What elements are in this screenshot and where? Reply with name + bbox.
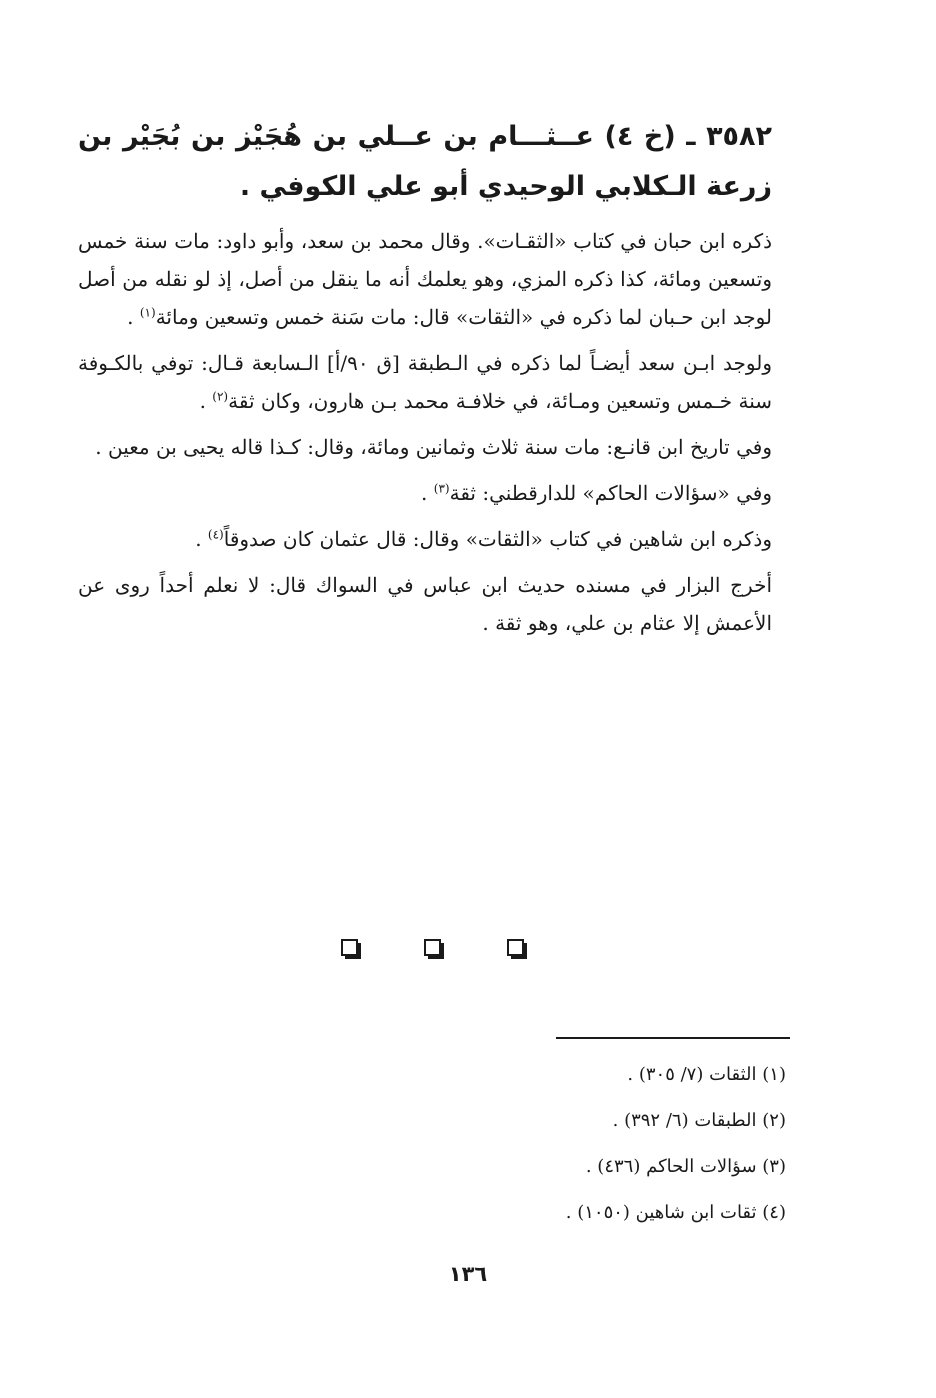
paragraph-text: ذكره ابن حبان في كتاب «الثقـات». وقال محمد بن سعد، وأبو داود: مات سنة خمس وتسعين ومائة، كذا ذكره المزي، وهو يعلمك أنه ما ينقل من أصل، إذ لو نقله من أصل لوجد ابن حـبان لما ذكره في «الثقات» قال: مات سَنة خمس وتسعين ومائة: [78, 229, 772, 329]
footnote-separator: [556, 1037, 790, 1039]
page-body: [78, 112, 772, 650]
paragraph-4: [78, 474, 772, 512]
paragraph-5: [78, 520, 772, 558]
square-ornament-icon: [340, 938, 360, 958]
paragraph-end: .: [195, 527, 208, 551]
entry-heading: ٣٥٨٢ ـ (خ ٤) عــثـــام بن عــلي بن هُجَيْز بن بُجَيْر بن زرعة الـكلابي الوحيدي أبو علي الكوفي .: [78, 121, 772, 202]
paragraph-text: أخرج البزار في مسنده حديث ابن عباس في السواك قال: لا نعلم أحداً روى عن الأعمش إلا عثام بن علي، وهو ثقة .: [78, 573, 772, 635]
square-ornament-icon: [506, 938, 526, 958]
paragraph-1: [78, 222, 772, 336]
footnote-mark: (٢): [212, 389, 229, 404]
footnote-mark: (٣): [433, 481, 450, 496]
footnote-2: (٢) الطبقات (٦/ ٣٩٢) .: [612, 1110, 786, 1131]
paragraph-end: .: [199, 389, 213, 413]
footnote-mark: (٤): [207, 527, 224, 542]
paragraph-end: .: [421, 481, 434, 505]
paragraph-end: .: [127, 305, 140, 329]
paragraph-text: وفي «سؤالات الحاكم» للدارقطني: ثقة: [449, 481, 772, 505]
paragraph-text: وذكره ابن شاهين في كتاب «الثقات» وقال: قال عثمان كان صدوقاً: [223, 527, 772, 551]
section-divider-ornaments: [340, 938, 526, 968]
paragraph-text: وفي تاريخ ابن قانـع: مات سنة ثلاث وثمانين ومائة، وقال: كـذا قاله يحيى بن معين .: [95, 435, 772, 459]
paragraph-text: ولوجد ابـن سعد أيضـاً لما ذكره في الـطبقة [ق ٩٠/أ] الـسابعة قـال: توفي بالكـوفة سنة خـمس وتسعين ومـائة، في خلافـة محمد بـن هارون، وكان ثقة: [78, 351, 772, 413]
footnote-1: (١) الثقات (٧/ ٣٠٥) .: [627, 1064, 786, 1085]
square-ornament-icon: [423, 938, 443, 958]
footnote-4: (٤) ثقات ابن شاهين (١٠٥٠) .: [565, 1202, 786, 1223]
footnotes: [366, 1052, 786, 1236]
paragraph-6: [78, 566, 772, 642]
footnote-mark: (١): [139, 305, 156, 320]
footnote-3: (٣) سؤالات الحاكم (٤٣٦) .: [585, 1156, 786, 1177]
paragraph-3: [78, 428, 772, 466]
page-number: ١٣٦: [448, 1262, 488, 1286]
paragraph-2: [78, 344, 772, 420]
